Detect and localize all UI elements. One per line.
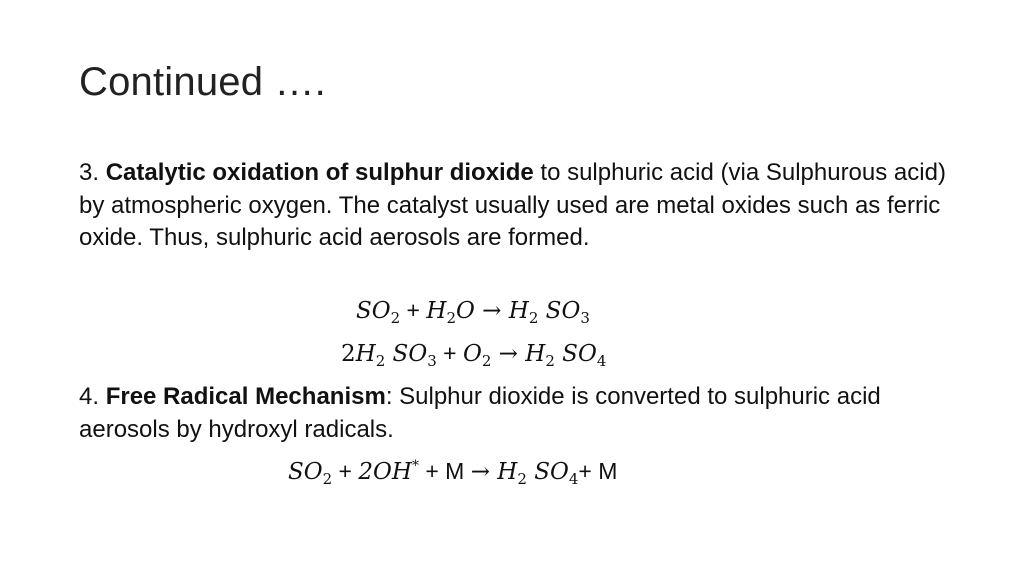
eq1-h-product: H bbox=[508, 298, 529, 324]
eq3-h-product: H bbox=[497, 459, 518, 485]
eq3-so: SO bbox=[288, 459, 323, 485]
eq2-arrow: → bbox=[491, 341, 526, 367]
point-4-heading: Free Radical Mechanism bbox=[105, 383, 386, 410]
eq3-arrow: → bbox=[470, 459, 498, 485]
eq1-h-sub: 2 bbox=[446, 309, 456, 327]
eq2-coefficient: 2 bbox=[341, 341, 356, 367]
point-3-paragraph bbox=[79, 157, 959, 255]
eq2-o-sub: 2 bbox=[481, 352, 492, 370]
point-3-text: to sulphuric acid (via Sulphurous acid) by atmospheric oxygen. The catalyst usually used are metal oxides such as ferric oxide. Thus, sulphuric acid aerosols are formed. bbox=[79, 159, 946, 251]
eq3-radical-star: * bbox=[411, 458, 419, 474]
eq3-so-sub: 2 bbox=[322, 470, 333, 488]
eq3-oh: 2OH bbox=[358, 459, 412, 485]
eq1-h: H bbox=[426, 298, 447, 324]
equation-3 bbox=[288, 458, 618, 488]
eq2-so-sub: 3 bbox=[427, 352, 437, 370]
eq3-plus-m: + M bbox=[418, 458, 471, 484]
eq2-h-sub: 2 bbox=[375, 352, 386, 370]
point-4-number: 4. bbox=[79, 383, 106, 410]
eq2-plus: + bbox=[436, 340, 463, 366]
eq1-so-product: SO bbox=[538, 298, 581, 324]
point-3-heading: Catalytic oxidation of sulphur dioxide bbox=[105, 159, 534, 186]
point-3-number: 3. bbox=[79, 159, 106, 186]
eq2-so-product: SO bbox=[554, 341, 597, 367]
eq1-plus: + bbox=[400, 297, 427, 323]
eq3-plus-1: + bbox=[332, 458, 359, 484]
equation-2 bbox=[341, 340, 607, 370]
eq1-so: SO bbox=[356, 298, 391, 324]
point-4-paragraph bbox=[79, 381, 959, 446]
eq1-so-sub: 2 bbox=[390, 309, 401, 327]
eq1-arrow: → bbox=[474, 298, 509, 324]
eq3-so-product-sub: 4 bbox=[568, 470, 579, 488]
slide-title: Continued …. bbox=[79, 60, 326, 104]
eq2-so: SO bbox=[385, 341, 428, 367]
eq2-h: H bbox=[355, 341, 376, 367]
eq1-o: O bbox=[456, 298, 475, 324]
eq2-o: O bbox=[462, 341, 482, 367]
eq2-h-product-sub: 2 bbox=[545, 352, 555, 370]
eq3-h-product-sub: 2 bbox=[517, 470, 527, 488]
eq3-tail-m: + M bbox=[578, 458, 618, 484]
eq1-h-product-sub: 2 bbox=[528, 309, 539, 327]
eq2-so-product-sub: 4 bbox=[596, 352, 607, 370]
eq2-h-product: H bbox=[525, 341, 546, 367]
point-4-text: : Sulphur dioxide is converted to sulphuric acid aerosols by hydroxyl radicals. bbox=[79, 383, 881, 443]
eq3-so-product: SO bbox=[526, 459, 569, 485]
equation-1 bbox=[356, 297, 590, 327]
eq1-so-product-sub: 3 bbox=[580, 309, 590, 327]
